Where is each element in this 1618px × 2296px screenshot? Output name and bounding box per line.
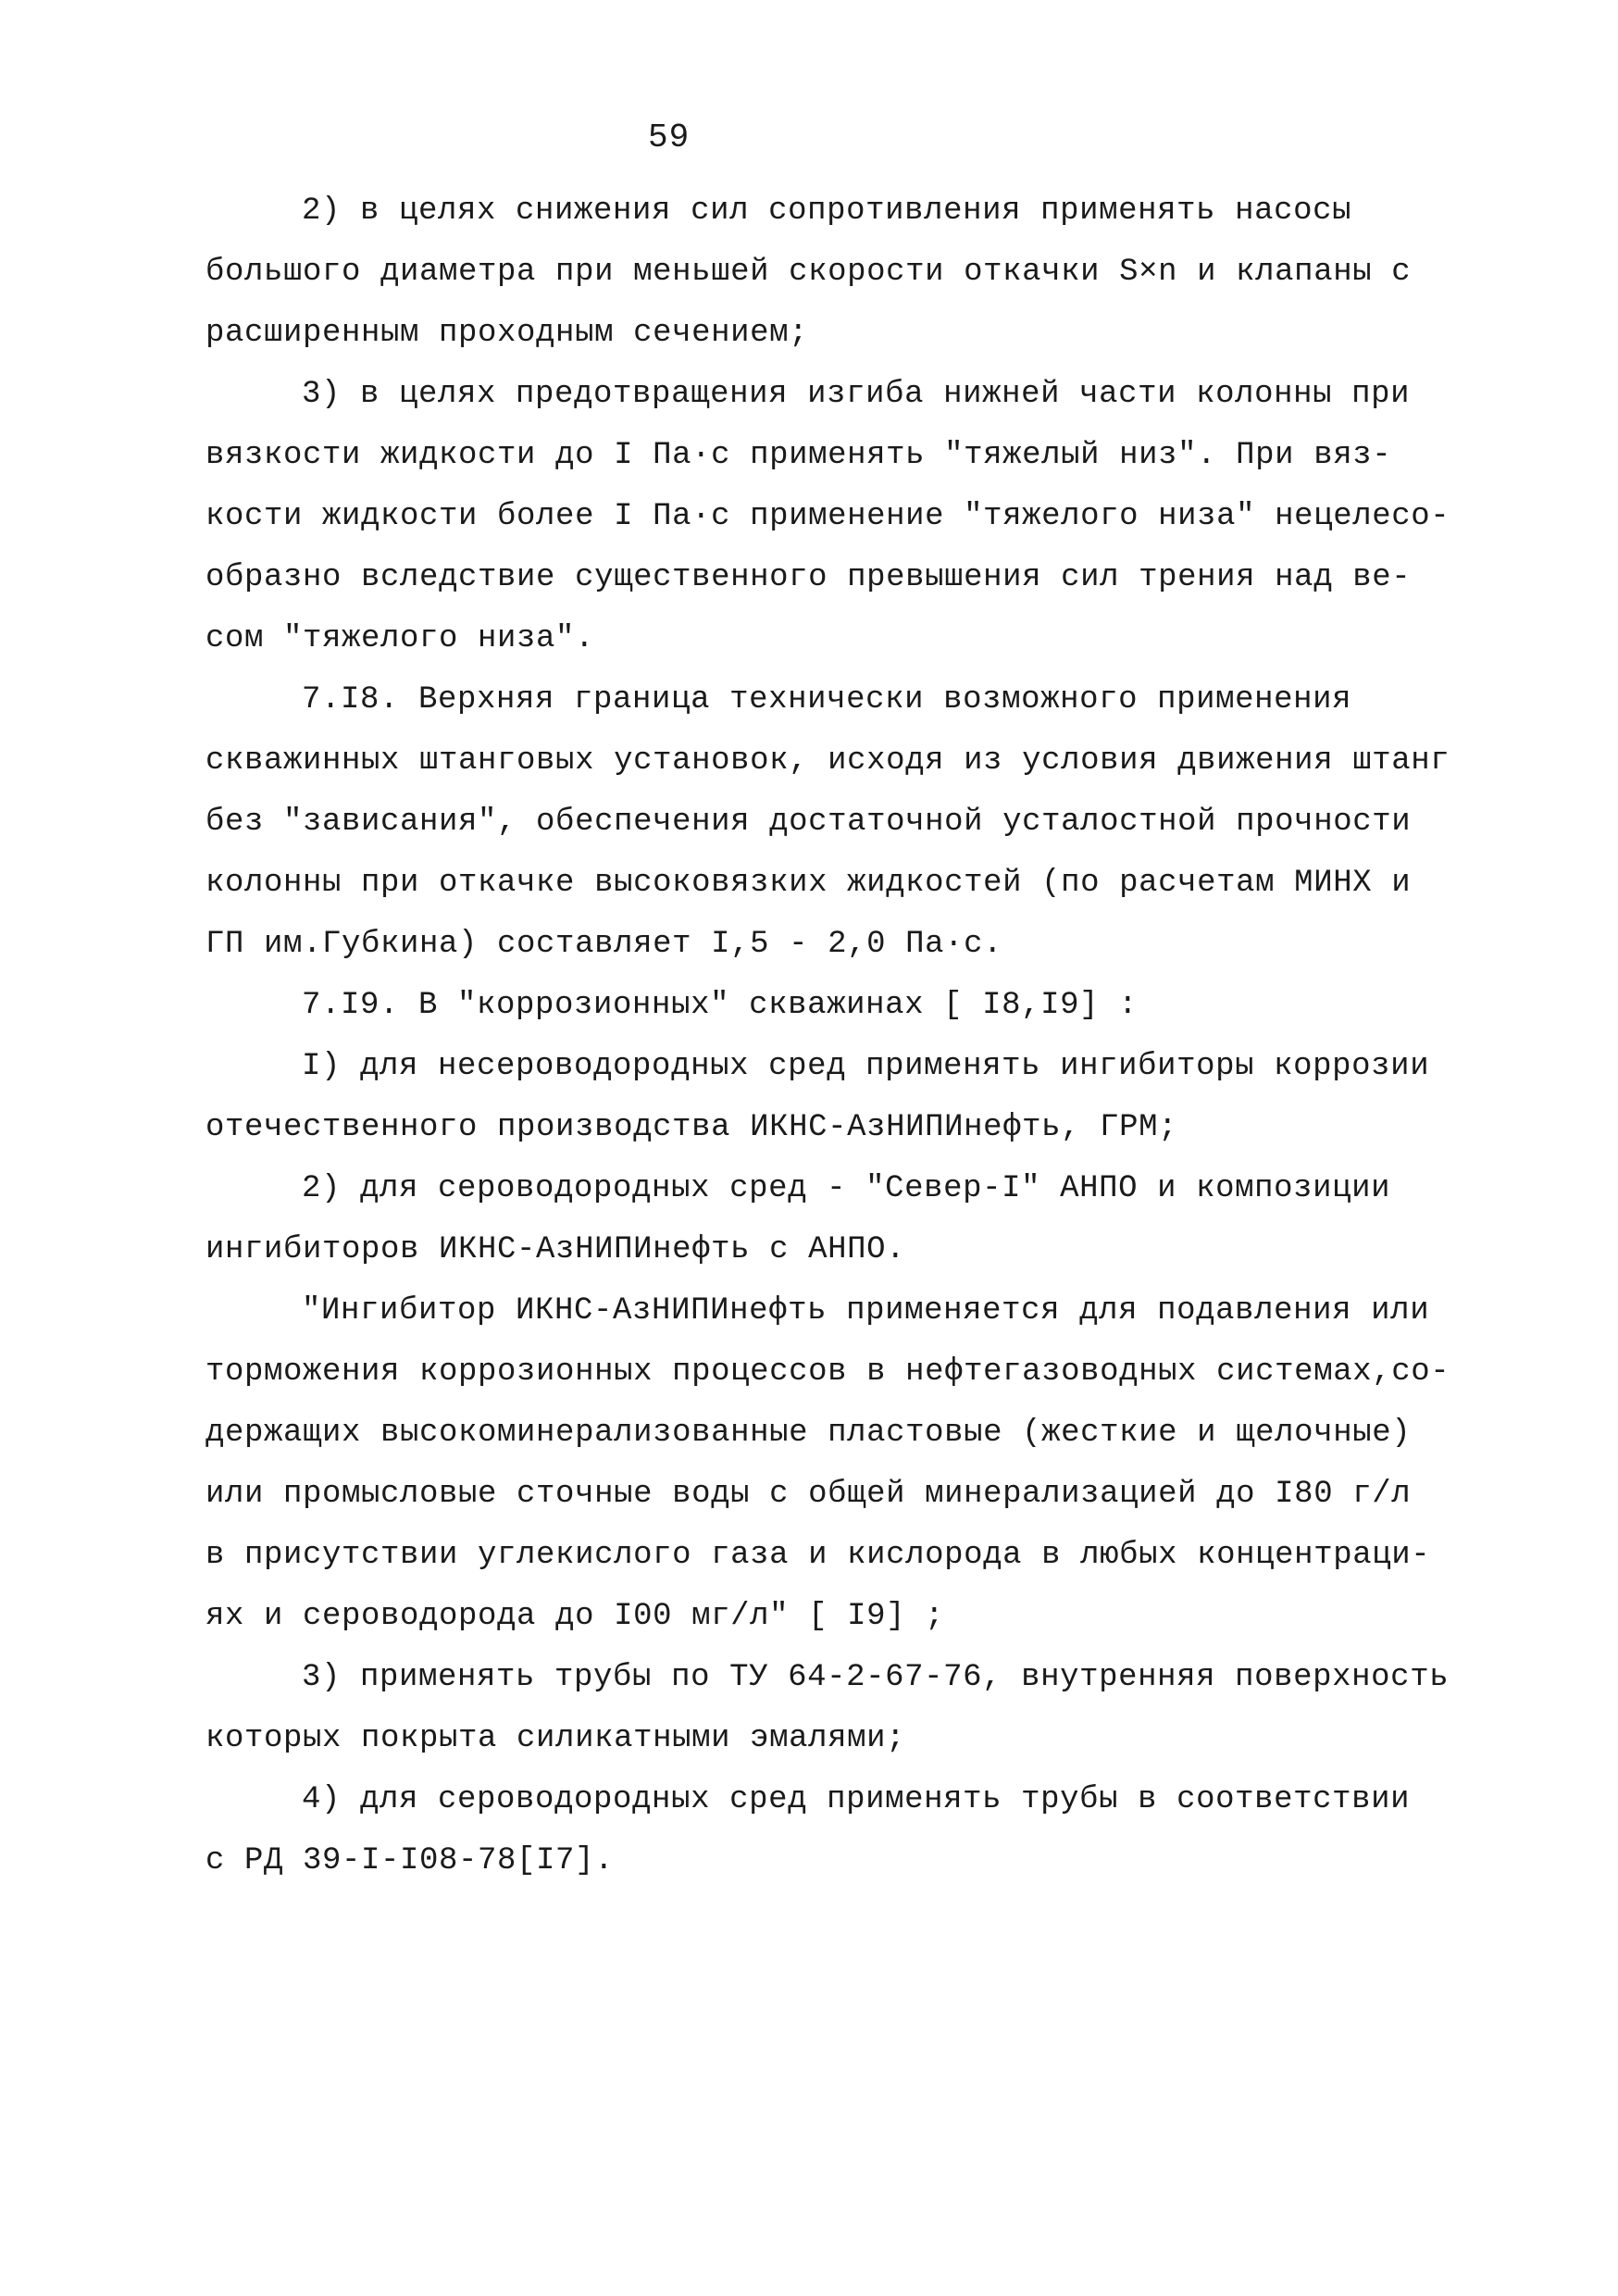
- text-line: 7.I8. Верхняя граница технически возможного применения: [302, 682, 1352, 718]
- text-line: 7.I9. В "коррозионных" скважинах [ I8,I9] :: [302, 988, 1139, 1023]
- text-line: держащих высокоминерализованные пластовые (жесткие и щелочные): [205, 1416, 1412, 1451]
- text-line: 2) в целях снижения сил сопротивления применять насосы: [302, 193, 1352, 229]
- text-line: ях и сероводорода до I00 мг/л" [ I9] ;: [205, 1599, 945, 1634]
- text-line: 3) в целях предотвращения изгиба нижней части колонны при: [302, 377, 1411, 412]
- text-line: большого диаметра при меньшей скорости откачки S×n и клапаны с: [205, 255, 1412, 290]
- text-line: 3) применять трубы по ТУ 64-2-67-76, внутренняя поверхность: [302, 1660, 1450, 1695]
- text-line: образно вследствие существенного превышения сил трения над ве-: [205, 560, 1412, 595]
- text-line: с РД 39-I-I08-78[I7].: [205, 1843, 615, 1878]
- text-line: расширенным проходным сечением;: [205, 316, 809, 351]
- text-line: колонны при откачке высоковязких жидкостей (по расчетам МИНХ и: [205, 866, 1412, 901]
- text-line: отечественного производства ИКНС-АзНИПИнефть, ГРМ;: [205, 1110, 1178, 1145]
- text-line: "Ингибитор ИКНС-АзНИПИнефть применяется для подавления или: [302, 1293, 1430, 1329]
- page-number: 59: [648, 119, 691, 156]
- text-line: или промысловые сточные воды с общей минерализацией до I80 г/л: [205, 1477, 1412, 1512]
- text-line: вязкости жидкости до I Па·с применять "тяжелый низ". При вяз-: [205, 438, 1392, 473]
- text-line: без "зависания", обеспечения достаточной усталостной прочности: [205, 805, 1412, 840]
- text-line: I) для несероводородных сред применять ингибиторы коррозии: [302, 1049, 1430, 1084]
- text-line: ГП им.Губкина) составляет I,5 - 2,0 Па·с.: [205, 927, 1003, 962]
- text-line: 2) для сероводородных сред - "Север-I" АНПО и композиции: [302, 1171, 1391, 1206]
- text-line: ингибиторов ИКНС-АзНИПИнефть с АНПО.: [205, 1232, 906, 1267]
- text-line: торможения коррозионных процессов в нефтегазоводных системах,со-: [205, 1354, 1450, 1390]
- text-line: кости жидкости более I Па·с применение "тяжелого низа" нецелесо-: [205, 499, 1450, 534]
- text-line: 4) для сероводородных сред применять трубы в соответствии: [302, 1782, 1411, 1817]
- text-line: в присутствии углекислого газа и кислорода в любых концентраци-: [205, 1538, 1431, 1573]
- text-line: скважинных штанговых установок, исходя из условия движения штанг: [205, 743, 1450, 779]
- text-line: которых покрыта силикатными эмалями;: [205, 1721, 906, 1756]
- text-line: сом "тяжелого низа".: [205, 621, 595, 656]
